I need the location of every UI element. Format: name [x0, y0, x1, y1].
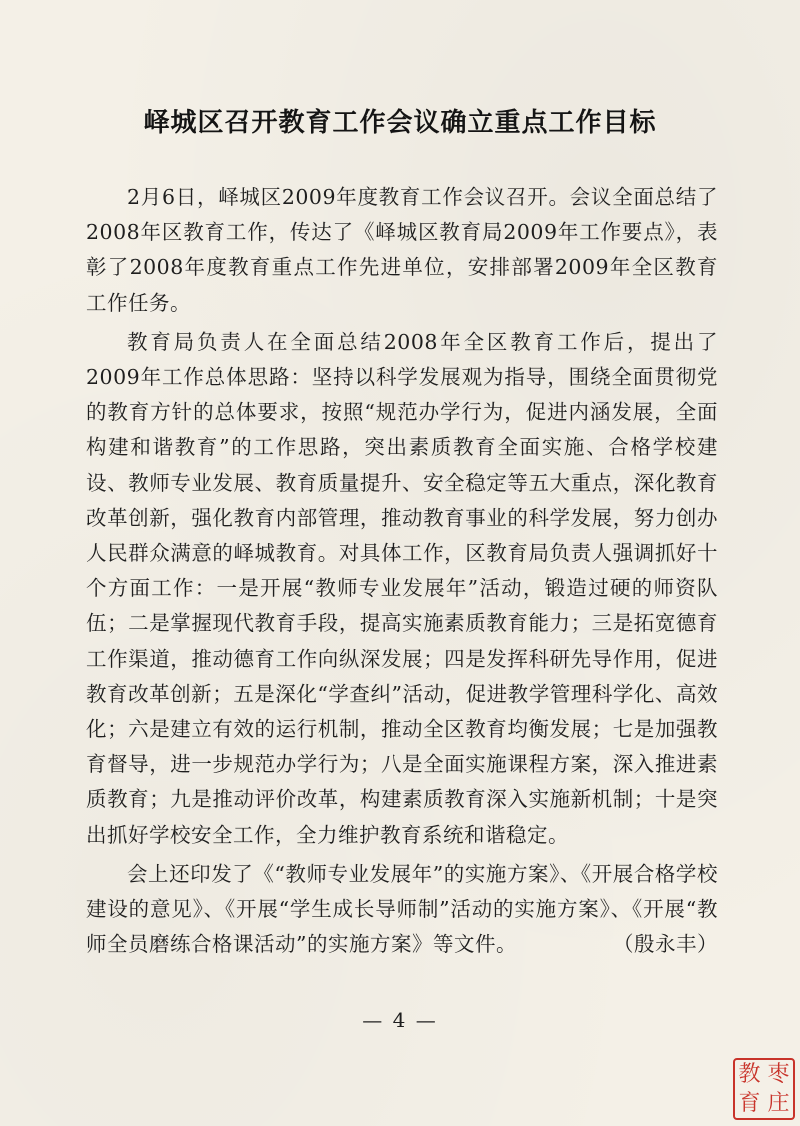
paragraph-2: 教育局负责人在全面总结2008年全区教育工作后，提出了2009年工作总体思路：坚持以科学发展观为指导，围绕全面贯彻党的教育方针的总体要求，按照“规范办学行为，促进内涵发展，全面构建和谐教育”的工作思路，突出素质教育全面实施、合格学校建设、教师专业发展、教育质量提升、安全稳定等五大重点，深化教育改革创新，强化教育内部管理，推动教育事业的科学发展，努力创办人民群众满意的峄城教育。对具体工作，区教育局负责人强调抓好十个方面工作：一是开展“教师专业发展年”活动，锻造过硬的师资队伍；二是掌握现代教育手段，提高实施素质教育能力；三是拓宽德育工作渠道，推动德育工作向纵深发展；四是发挥科研先导作用，促进教育改革创新；五是深化“学查纠”活动，促进教学管理科学化、高效化；六是建立有效的运行机制，推动全区教育均衡发展；七是加强教育督导，进一步规范办学行为；八是全面实施课程方案，深入推进素质教育；九是推动评价改革，构建素质教育深入实施新机制；十是突出抓好学校安全工作，全力维护教育系统和谐稳定。: [86, 329, 718, 847]
article-body: [86, 180, 718, 966]
seal-char: 教: [738, 1061, 761, 1087]
author-byline: （殷永丰）: [613, 932, 718, 957]
paragraph-1: 2月6日，峄城区2009年度教育工作会议召开。会议全面总结了2008年区教育工作，传达了《峄城区教育局2009年工作要点》，表彰了2008年度教育重点工作先进单位，安排部署2009年全区教育工作任务。: [86, 185, 718, 315]
seal-char: 枣: [767, 1061, 790, 1087]
page-number: — 4 —: [362, 1008, 438, 1032]
paragraph-3: [86, 857, 718, 963]
article-title: 峄城区召开教育工作会议确立重点工作目标: [143, 108, 657, 138]
red-seal-stamp: [733, 1058, 795, 1120]
seal-char: 庄: [767, 1090, 790, 1116]
paragraph-3-text: 会上还印发了《“教师专业发展年”的实施方案》、《开展合格学校建设的意见》、《开展“学生成长导师制”活动的实施方案》、《开展“教师全员磨练合格课活动”的实施方案》等文件。: [86, 861, 718, 957]
seal-char: 育: [738, 1090, 761, 1116]
